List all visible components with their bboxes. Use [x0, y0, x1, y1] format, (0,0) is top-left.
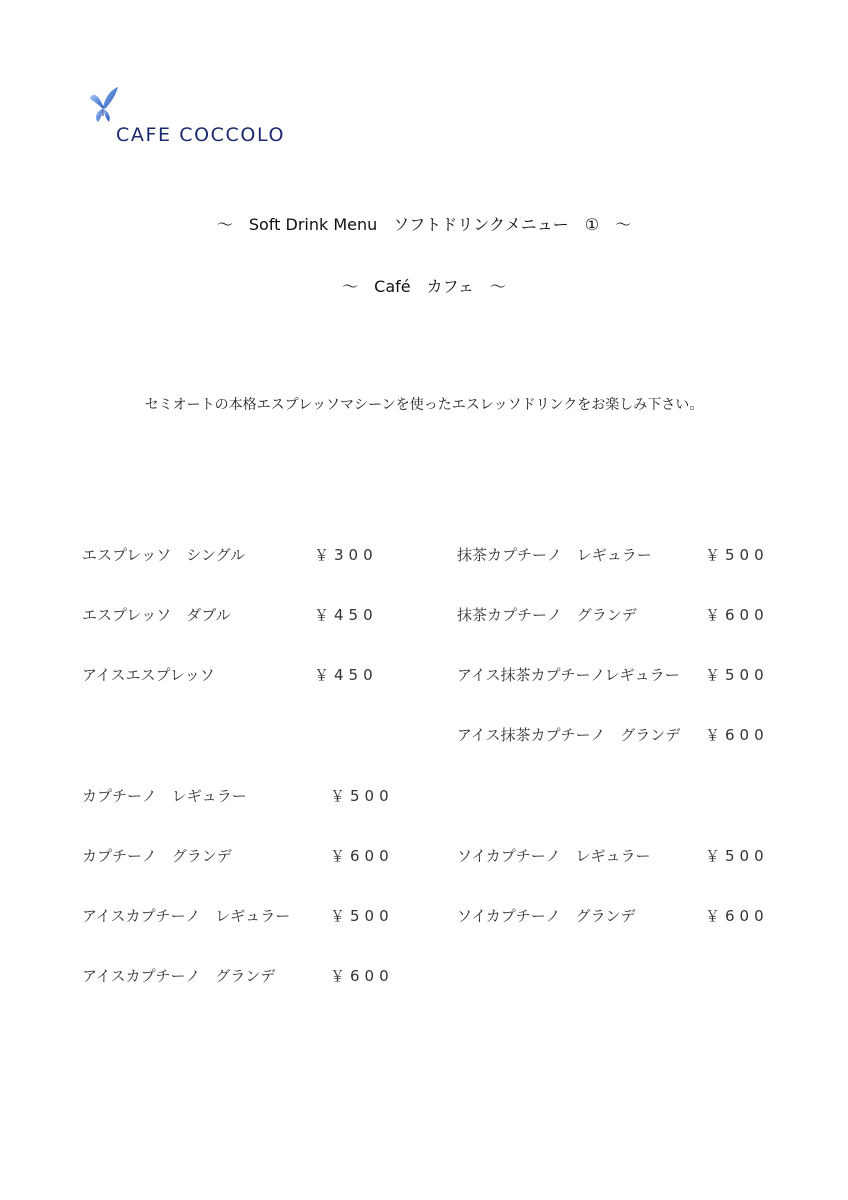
- item-price: ￥600: [330, 967, 394, 985]
- menu-item: [82, 785, 412, 809]
- menu-item: [82, 604, 402, 628]
- item-name: カプチーノ グランデ: [82, 847, 232, 865]
- logo: [86, 86, 316, 150]
- item-name: 抹茶カプチーノ グランデ: [457, 606, 637, 624]
- item-price: ￥500: [705, 847, 769, 865]
- item-price: ￥300: [314, 546, 378, 564]
- intro-text: セミオートの本格エスプレッソマシーンを使ったエスレッソドリンクをお楽しみ下さい。: [144, 397, 704, 413]
- item-name: アイスエスプレッソ: [82, 666, 215, 684]
- menu-item: [457, 724, 787, 748]
- menu-item: [457, 845, 787, 869]
- menu-item: [457, 604, 787, 628]
- menu-item: [82, 845, 412, 869]
- item-name: ソイカプチーノ レギュラー: [457, 847, 651, 865]
- item-name: エスプレッソ シングル: [82, 546, 246, 564]
- item-price: ￥500: [330, 787, 394, 805]
- menu-item: [457, 664, 787, 688]
- menu-item: [82, 905, 412, 929]
- item-price: ￥600: [705, 726, 769, 744]
- item-price: ￥500: [705, 546, 769, 564]
- item-name: アイス抹茶カプチーノレギュラー: [457, 666, 680, 684]
- section-title: ～ Café カフェ ～: [342, 277, 506, 296]
- item-name: アイスカプチーノ レギュラー: [82, 907, 291, 925]
- menu-item: [457, 544, 787, 568]
- item-price: ￥500: [330, 907, 394, 925]
- item-price: ￥600: [330, 847, 394, 865]
- item-price: ￥600: [705, 606, 769, 624]
- item-name: アイスカプチーノ グランデ: [82, 967, 276, 985]
- item-name: アイス抹茶カプチーノ グランデ: [457, 726, 681, 744]
- item-price: ￥450: [314, 606, 378, 624]
- item-name: ソイカプチーノ グランデ: [457, 907, 636, 925]
- menu-item: [82, 965, 412, 989]
- menu-item: [82, 544, 402, 568]
- item-name: 抹茶カプチーノ レギュラー: [457, 546, 652, 564]
- menu-item: [82, 664, 402, 688]
- brand-name: CAFE COCCOLO: [116, 124, 286, 146]
- item-name: カプチーノ レギュラー: [82, 787, 247, 805]
- menu-title: ～ Soft Drink Menu ソフトドリンクメニュー ① ～: [216, 215, 632, 234]
- item-price: ￥500: [705, 666, 769, 684]
- menu-item: [457, 905, 787, 929]
- butterfly-icon: [86, 86, 126, 128]
- item-price: ￥450: [314, 666, 378, 684]
- item-price: ￥600: [705, 907, 769, 925]
- item-name: エスプレッソ ダブル: [82, 606, 231, 624]
